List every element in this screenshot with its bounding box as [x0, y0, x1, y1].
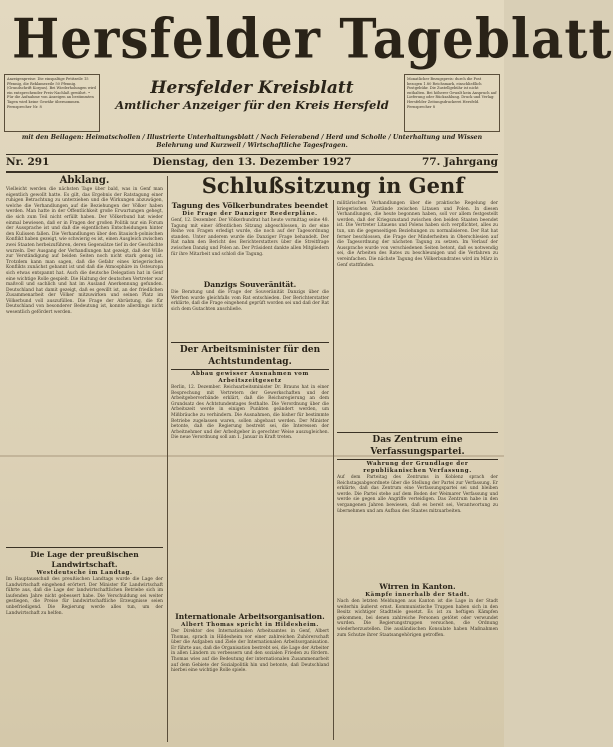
- arbeitsminister-subhead: Abbau gewisser Ausnahmen vom Arbeitszeitgesetz: [191, 371, 309, 384]
- rule-top: [6, 154, 498, 155]
- masthead-official-note: Amtlicher Anzeiger für den Kreis Hersfeld: [115, 98, 389, 112]
- danzig-article: Die Beratung und die Frage der Souveränität Danzigs über die Werften wurde gleichfalls vom Rat entschieden. Der Berichterstatter erklärte, daß die Frage eingehend geprüft worden sei und daß der Rat sich dem Gutachten anschließe.: [171, 290, 329, 312]
- kanton-headline: Wirren in Kanton.: [379, 582, 456, 591]
- main-article-continued: militärischen Verhandlungen über die praktische Regelung der kriegerischen Zustände zwischen Litauen und Polen. In diesen Verhandlungen, die heute begonnen haben, soll vor allem festgestellt werden, daß der Kriegszustand zwischen den beiden Staaten beendet ist. Die Vertreter Litauens und Polens haben sich verpflichtet, alles zu tun, um die gegenseitigen Beziehungen zu normalisieren. Der Rat hat ferner beschlossen, die Frage der Minderheiten in Oberschlesien auf die Tagesordnung der nächsten Tagung zu setzen. Im Verlauf der Aussprache wurde von verschiedenen Seiten betont, daß es notwendig sei, die Arbeiten des Rates zu beschleunigen und die Verfahren zu vereinfachen. Die nächste Tagung des Völkerbundrates wird im März in Genf stattfinden.: [337, 201, 498, 268]
- volume-number: 77. Jahrgang: [422, 156, 498, 168]
- zentrum-headline: Das Zentrum eine Verfassungspartei.: [337, 432, 498, 460]
- col1-article: Vielleicht werden die nächsten Tage über bald, was in Genf man eigentlich gewollt hatte. Es gilt, das Ergebnis der Ratstagung einer ruhigen Betrachtung zu unterziehen und die Wirkungen abzuwägen, welche die Verhandlungen auf die Beziehungen der Völker haben werden. Man hatte in der Öffentlichkeit große Erwartungen gehegt, die sich zum Teil nicht erfüllt haben. Der Völkerbund hat wieder einmal bewiesen, daß er in Fragen der großen Politik nur ein Forum der Aussprache ist und daß die eigentlichen Entscheidungen hinter den Kulissen fallen. Die Verhandlungen über den litauisch-polnischen Konflikt haben gezeigt, wie schwierig es ist, einen Ausgleich zwischen zwei Staaten herbeizuführen, deren Gegensätze tief in der Geschichte wurzeln. Der Ausgang der Verhandlungen hat gezeigt, daß der Wille zur Verständigung auf beiden Seiten noch nicht stark genug ist. Trotzdem kann man sagen, daß die Gefahr eines kriegerischen Konflikts zunächst gebannt ist und daß die Atmosphäre in Osteuropa sich etwas entspannt hat. Auch die deutsche Delegation hat in Genf eine wichtige Rolle gespielt. Die Haltung der deutschen Vertreter war maßvoll und sachlich und hat im Ausland Anerkennung gefunden. Deutschland hat damit gezeigt, daß es gewillt ist, an der friedlichen Zusammenarbeit der Völker mitzuwirken und seinen Platz im Völkerbund voll auszufüllen. Die Frage der Abrüstung, die für Deutschland von besonderer Bedeutung ist, konnte allerdings nicht wesentlich gefördert werden.: [6, 187, 163, 316]
- col1-headline: Abklang.: [59, 175, 110, 186]
- main-subheadline-2: Die Frage der Danziger Reederpläne.: [182, 211, 318, 217]
- masthead-supplements: mit den Beilagen: Heimatschollen / Illustrierte Unterhaltungsblatt / Nach Feierabend / Herd und Scholle / Unterhaltung und Wissen Belehrung und Kurzweil / Wirtschaftliche Tagesfragen.: [21, 134, 483, 149]
- column-3-top: [337, 201, 498, 431]
- zentrum-article: Auf dem Parteitag des Zentrums in Koblenz sprach der Reichstagsabgeordnete über die Stellung der Partei zur Verfassung. Er erklärte, daß das Zentrum eine Verfassungspartei sei und bleiben werde. Die Partei stehe auf dem Boden der Weimarer Verfassung und werde sie gegen alle Angriffe verteidigen. Das Zentrum habe in den vergangenen Jahren bewiesen, daß es bereit sei, Verantwortung zu übernehmen und am Aufbau des Staates mitzuarbeiten.: [337, 475, 498, 514]
- col1-subhead-2: Westdeutsche im Landtag.: [36, 570, 133, 576]
- arbeitsminister-article: Berlin, 12. Dezember. Reichsarbeitsminister Dr. Brauns hat in einer Besprechung mit Vertretern der Gewerkschaften und der Arbeitgeberverbände erklärt, daß die Reichsregierung an dem Grundsatz des Achtstundentages festhalte. Die Verordnung über die Arbeitszeit werde in einigen Punkten geändert werden, um Mißbräuche zu verhindern. Die Ausnahmen, die bisher für bestimmte Betriebe zugelassen waren, sollen abgebaut werden. Der Minister betonte, daß die Regierung bestrebt sei, die Interessen der Arbeitnehmer und der Arbeitgeber in gerechter Weise auszugleichen. Die neue Verordnung soll am 1. Januar in Kraft treten.: [171, 385, 329, 441]
- col1-headline-2: Die Lage der preußischen Landwirtschaft.: [30, 550, 139, 569]
- kanton-subhead: Kämpfe innerhalb der Stadt.: [365, 592, 470, 598]
- column-rule-2: [333, 200, 334, 740]
- danzig-headline: Danzigs Souveränität.: [203, 280, 297, 289]
- col1-article-2: Im Hauptausschuß des preußischen Landtags wurde die Lage der Landwirtschaft eingehend erörtert. Der Minister für Landwirtschaft führte aus, daß die Lage der landwirtschaftlichen Betriebe sich im laufenden Jahre nicht gebessert habe. Die Verschuldung sei weiter gestiegen, die Preise für landwirtschaftliche Erzeugnisse seien unbefriedigend. Die Regierung werde alles tun, um der Landwirtschaft zu helfen.: [6, 577, 163, 616]
- arbeitsorganisation-headline: Internationale Arbeitsorganisation.: [175, 612, 325, 621]
- column-2-top: [171, 201, 329, 341]
- masthead-title: Hersfelder Tageblatt: [12, 6, 613, 71]
- kanton-article: Nach den letzten Meldungen aus Kanton ist die Lage in der Stadt weiterhin äußerst ernst. Kommunistische Truppen haben sich in den Besitz wichtiger Stadtteile gesetzt. Es ist zu heftigen Kämpfen gekommen, bei denen zahlreiche Personen getötet oder verwundet wurden. Die Regierungstruppen versuchen, die Ordnung wiederherzustellen. Die ausländischen Konsulate haben Maßnahmen zum Schutze ihrer Staatsangehörigen getroffen.: [337, 599, 498, 638]
- ear-left-ad-rates: Anzeigenpreise: Die einspaltige Petitzeile 15 Pfennig, die Reklamezeile 50 Pfennig. (Grundschrift Korpus). Bei Wiederholungen wird ein entsprechender Preis-Nachlaß gewährt. • Für die Aufnahme von Anzeigen an bestimmten Tagen wird keine Gewähr übernommen. Fernsprecher Nr. 8: [4, 74, 100, 132]
- arbeitsorganisation-article: Der Direktor des Internationalen Arbeitsamtes in Genf, Albert Thomas, sprach in Hildesheim vor einer zahlreichen Zuhörerschaft über die Aufgaben und Ziele der Internationalen Arbeitsorganisation. Er führte aus, daß die Organisation bestrebt sei, die Lage der Arbeiter in allen Ländern zu verbessern und den sozialen Frieden zu fördern. Thomas wies auf die Bedeutung der internationalen Zusammenarbeit auf dem Gebiete der Sozialpolitik hin und betonte, daß Deutschland hierbei eine wichtige Rolle spiele.: [171, 629, 329, 674]
- dateline: [6, 156, 498, 170]
- kanton-section: [337, 582, 498, 742]
- main-subheadline: Tagung des Völkerbundrates beendet: [171, 201, 329, 210]
- main-headline: Schlußsitzung in Genf: [201, 173, 465, 198]
- ear-right-subscription: Monatlicher Bezugspreis: durch die Post bezogen 1.80 Reichsmark, einschließlich Postgebühr. Die Zustellgebühr ist nicht enthalten. Bei höherer Gewalt kein Anspruch auf Lieferung oder Rückzahlung. Druck und Verlag: Hersfelder Zeitungsdruckerei Hersfeld. Fernsprecher 8: [404, 74, 500, 132]
- masthead-subtitle: Hersfelder Kreisblatt: [150, 78, 354, 98]
- arbeitsorganisation-subhead: Albert Thomas spricht in Hildesheim.: [181, 622, 319, 628]
- zentrum-section: [337, 432, 498, 578]
- issue-number: Nr. 291: [6, 156, 50, 168]
- column-1: [6, 174, 163, 744]
- arbeitsorganisation-section: [171, 612, 329, 742]
- arbeitsminister-headline: Der Arbeitsminister für den Achtstundentag.: [171, 342, 329, 370]
- col1-divider: [6, 547, 163, 548]
- column-rule-1: [167, 176, 168, 742]
- zentrum-subhead: Wahrung der Grundlage der republikanischen Verfassung.: [363, 461, 472, 474]
- main-article: Genf, 12. Dezember. Der Völkerbundrat hat heute vormittag seine 48. Tagung mit einer öffentlichen Sitzung abgeschlossen, in der eine Reihe von Fragen erledigt wurde, die noch auf der Tagesordnung standen. Unter anderem wurde die Danziger Frage behandelt. Der Rat nahm den Bericht des Berichterstatters über die Streitfrage zwischen Danzig und Polen an. Der Präsident dankte allen Mitgliedern für ihre Mitarbeit und schloß die Tagung.: [171, 218, 329, 257]
- issue-date: Dienstag, den 13. Dezember 1927: [152, 156, 352, 168]
- arbeitsminister-section: [171, 342, 329, 610]
